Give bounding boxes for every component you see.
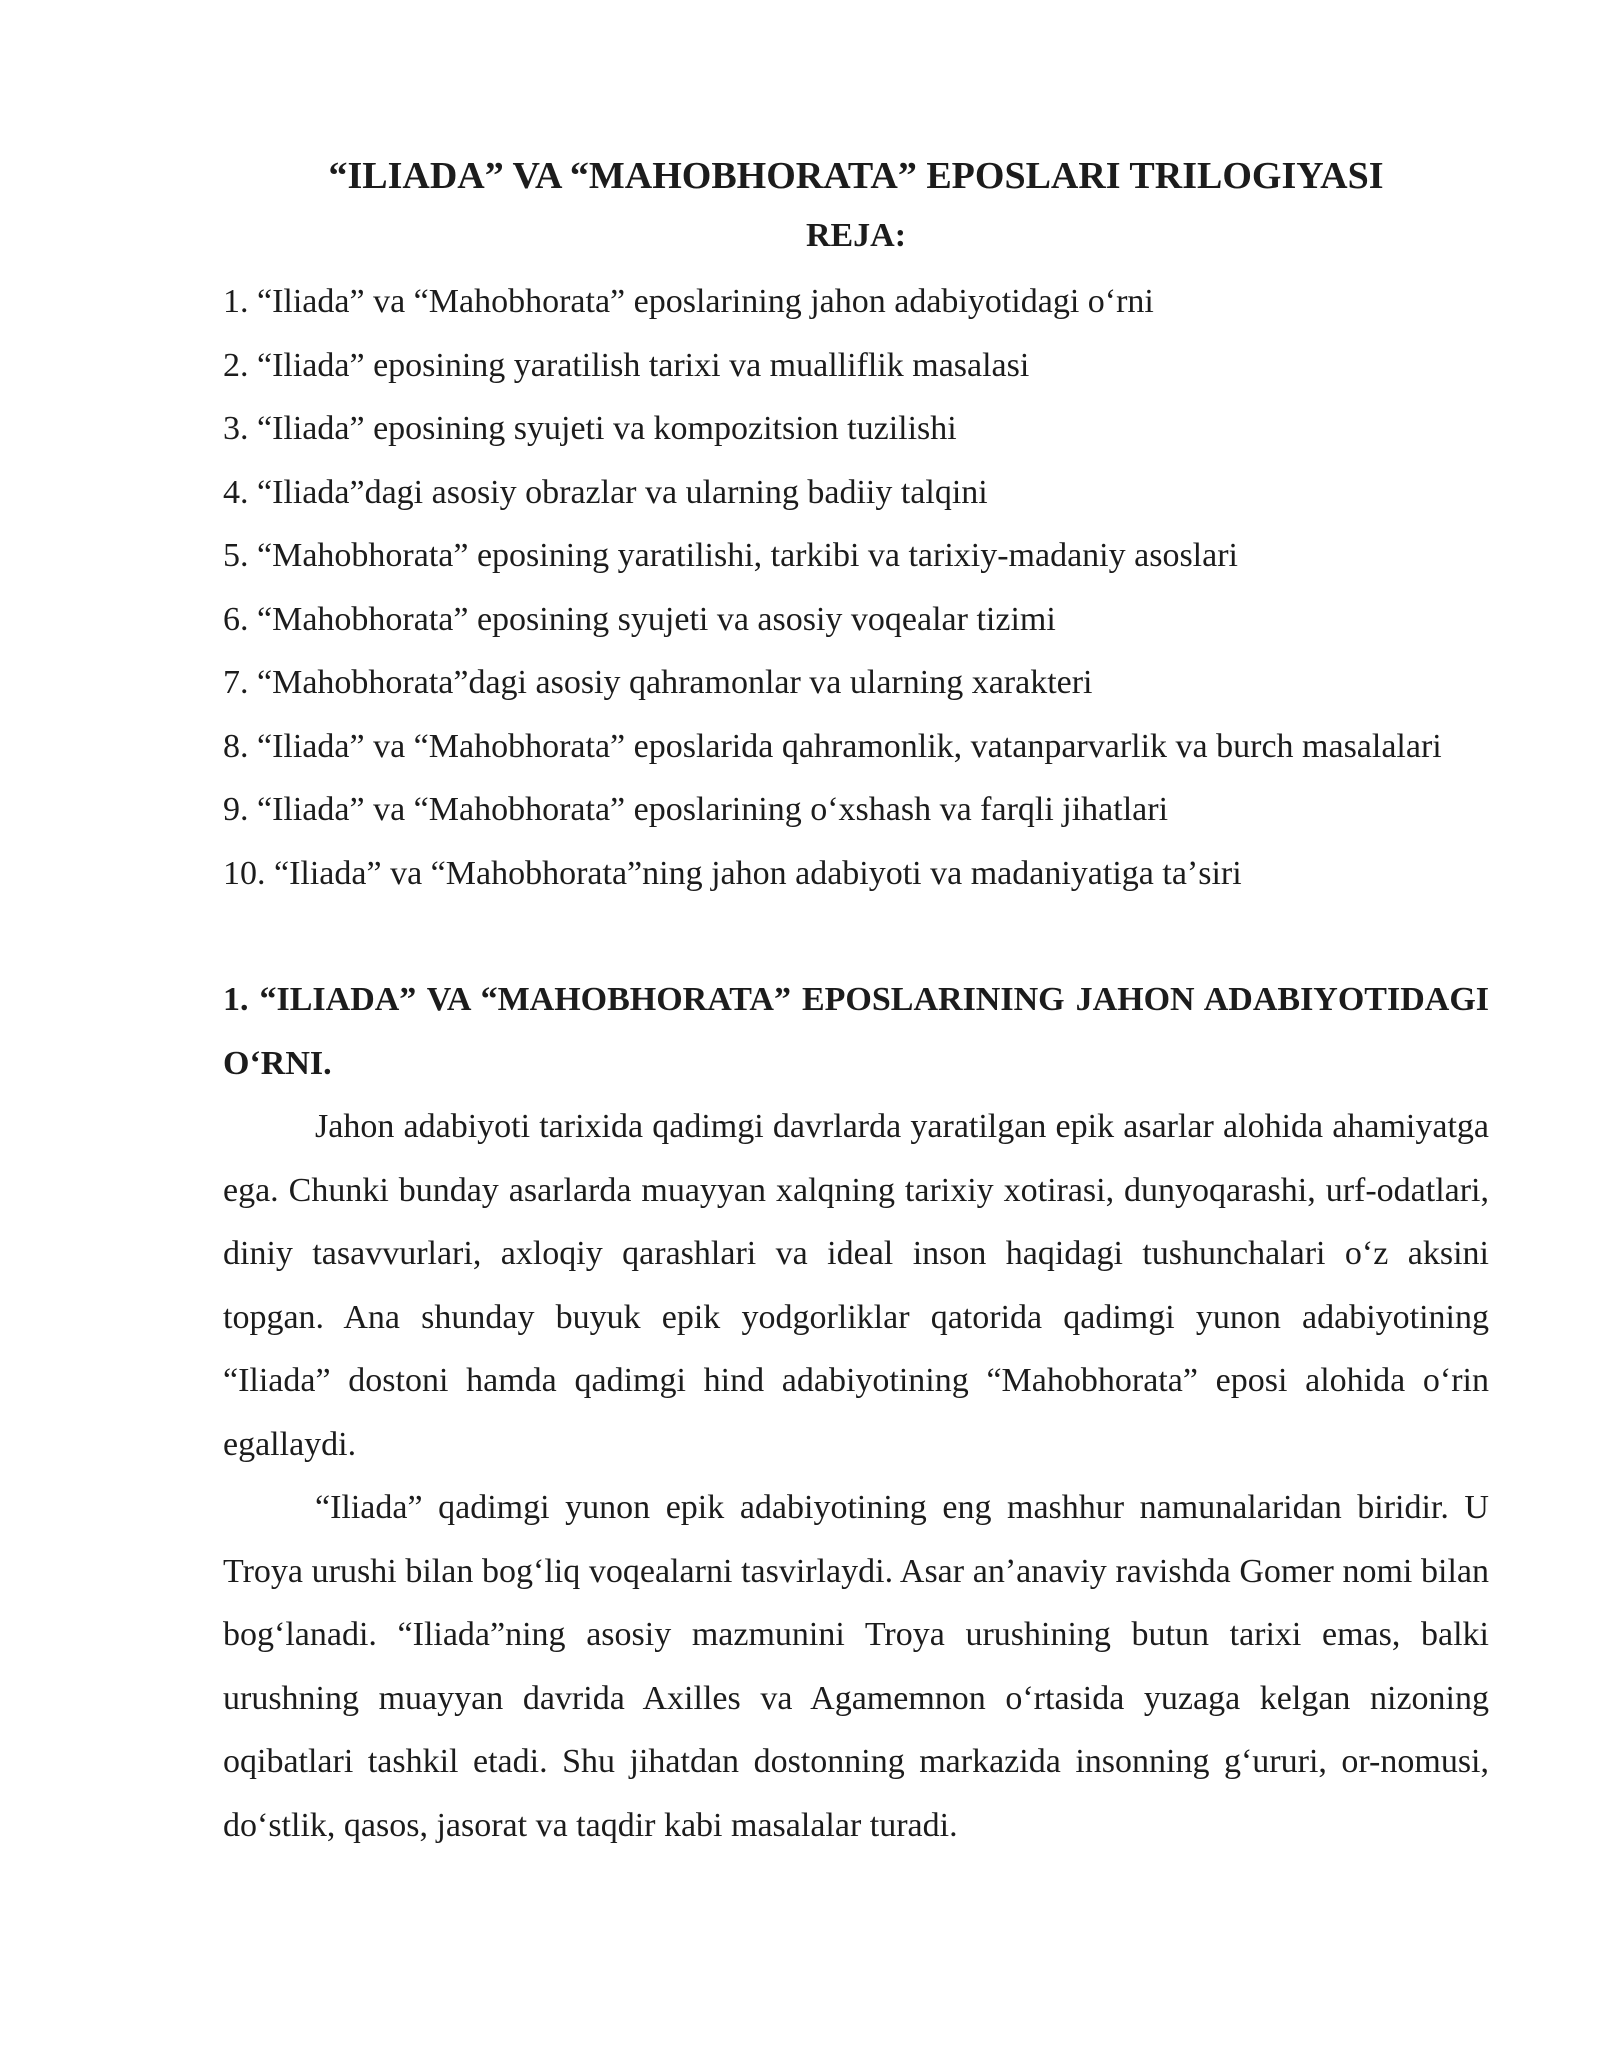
- plan-item-9: 9. “Iliada” va “Mahobhorata” eposlarining oʻxshash va farqli jihatlari: [223, 791, 1169, 828]
- plan-item-3: 3. “Iliada” eposining syujeti va kompozitsion tuzilishi: [223, 410, 957, 447]
- plan-heading: REJA:: [805, 217, 907, 254]
- body-paragraph-1: Jahon adabiyoti tarixida qadimgi davrlarda yaratilgan epik asarlar alohida ahamiyatga ega. Chunki bunday asarlarda muayyan xalqning tarixiy xotirasi, dunyoqarashi, urf-odatlari, diniy tasavvurlari, axloqiy qarashlari va ideal inson haqidagi tushunchalari oʻz aksini topgan. Ana shunday buyuk epik yodgorliklar qatorida qadimgi yunon adabiyotining “Iliada” dostoni hamda qadimgi hind adabiyotining “Mahobhorata” eposi alohida oʻrin egallaydi.: [223, 1108, 1489, 1463]
- plan-item-1: 1. “Iliada” va “Mahobhorata” eposlarining jahon adabiyotidagi oʻrni: [223, 283, 1154, 320]
- document-page: [223, 150, 1489, 1857]
- plan-item-2: 2. “Iliada” eposining yaratilish tarixi va mualliflik masalasi: [223, 346, 1030, 384]
- plan-item-4: 4. “Iliada”dagi asosiy obrazlar va ularning badiiy talqini: [223, 473, 988, 511]
- plan-item-8: 8. “Iliada” va “Mahobhorata” eposlarida qahramonlik, vatanparvarlik va burch masalalari: [223, 727, 1442, 765]
- plan-item-6: 6. “Mahobhorata” eposining syujeti va asosiy voqealar tizimi: [223, 600, 1056, 638]
- plan-item-10: 10. “Iliada” va “Mahobhorata”ning jahon adabiyoti va madaniyatiga taʼsiri: [223, 854, 1242, 892]
- section-heading: 1. “ILIADA” VA “MAHOBHORATA” EPOSLARINING JAHON ADABIYOTIDAGI OʻRNI.: [223, 981, 1489, 1082]
- plan-item-7: 7. “Mahobhorata”dagi asosiy qahramonlar va ularning xarakteri: [223, 664, 1093, 701]
- plan-list: [223, 270, 1489, 905]
- document-title: “ILIADA” VA “MAHOBHORATA” EPOSLARI TRILOGIYASI: [328, 155, 1384, 197]
- body-paragraph-2: “Iliada” qadimgi yunon epik adabiyotining eng mashhur namunalaridan biridir. U Troya urushi bilan bogʻliq voqealarni tasvirlaydi. Asar anʼanaviy ravishda Gomer nomi bilan bogʻlanadi. “Iliada”ning asosiy mazmunini Troya urushining butun tarixi emas, balki urushning muayyan davrida Axilles va Agamemnon oʻrtasida yuzaga kelgan nizoning oqibatlari tashkil etadi. Shu jihatdan dostonning markazida insonning gʻururi, or-nomusi, doʻstlik, qasos, jasorat va taqdir kabi masalalar turadi.: [223, 1489, 1489, 1844]
- plan-item-5: 5. “Mahobhorata” eposining yaratilishi, tarkibi va tarixiy-madaniy asoslari: [223, 537, 1238, 574]
